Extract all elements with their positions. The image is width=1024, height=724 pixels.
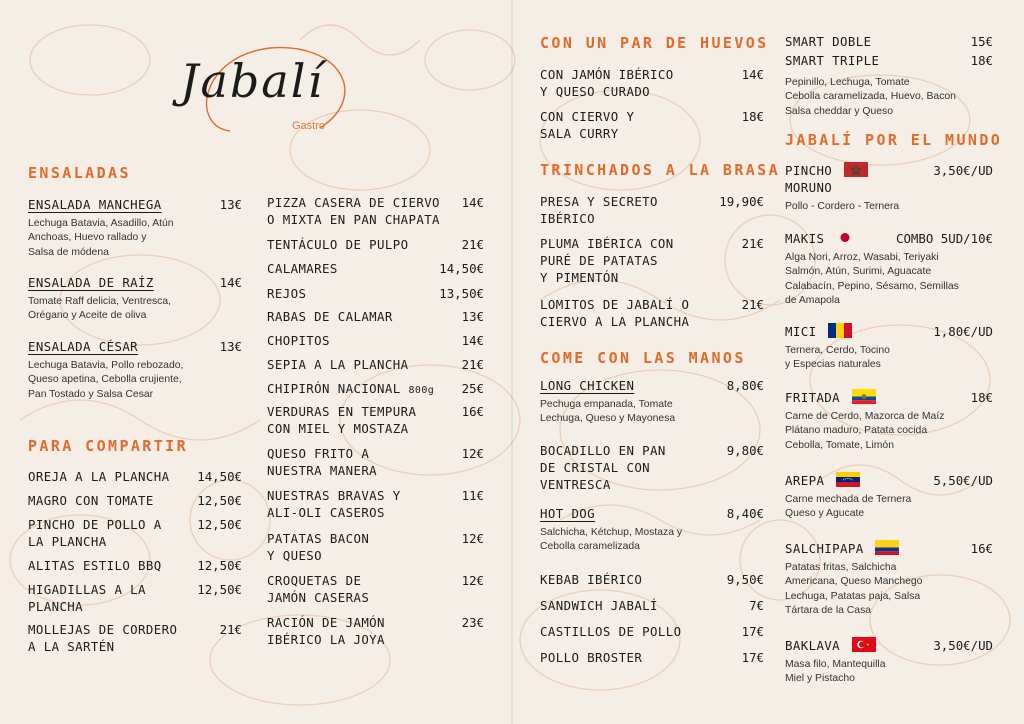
menu-item: BOCADILLO EN PAN DE CRISTAL CON VENTRESCA 9,80€ (540, 443, 764, 492)
item-description: Masa filo, Mantequilla Miel y Pistacho (785, 659, 886, 685)
menu-item: MAGRO CON TOMATE 12,50€ (28, 493, 242, 508)
section-title-ensaladas: ENSALADAS (28, 164, 131, 182)
menu-item: CON CIERVO Y SALA CURRY 18€ (540, 109, 764, 141)
menu-item: ENSALADA MANCHEGA 13€ Lechuga Batavia, Asadillo, Atún Anchoas, Huevo rallado y Salsa de módena (28, 196, 242, 260)
ecuador-flag-icon (852, 389, 876, 404)
item-description: Alga Nori, Arroz, Wasabi, Teriyaki Salmón, Atún, Surimi, Aguacate Calabacín, Pepino, Sésamo, Semillas de Amapola (785, 252, 959, 307)
item-description: Ternera, Cerdo, Tocino y Especias naturales (785, 345, 890, 371)
menu-item: CALAMARES 14,50€ (267, 261, 484, 276)
menu-item: PLUMA IBÉRICA CON PURÉ DE PATATAS Y PIMENTÓN 21€ (540, 236, 764, 285)
menu-item: ALITAS ESTILO BBQ 12,50€ (28, 558, 242, 573)
menu-item: CHOPITOS 14€ (267, 333, 484, 348)
menu-item: SANDWICH JABALÍ 7€ (540, 598, 764, 613)
menu-item: MAKIS COMBO 5UD/10€ Alga Nori, Arroz, Wasabi, Teriyaki Salmón, Atún, Surimi, Aguacate Calabacín, Pepino, Sésamo, Semillas de Amapola (785, 230, 993, 309)
menu-item: CROQUETAS DE JAMÓN CASERAS 12€ (267, 573, 484, 605)
menu-item: HOT DOG 8,40€ Salchicha, Kétchup, Mostaza y Cebolla caramelizada (540, 505, 764, 555)
menu-item: MICI 1,80€/UD Ternera, Cerdo, Tocino y Especias naturales (785, 323, 993, 373)
page-fold (511, 0, 513, 724)
item-description: Pepinillo, Lechuga, Tomate Cebolla caramelizada, Huevo, Bacon Salsa cheddar y Queso (785, 77, 956, 117)
section-title-compartir: PARA COMPARTIR (28, 437, 189, 455)
menu-item: ENSALADA CÉSAR 13€ Lechuga Batavia, Pollo rebozado, Queso apetina, Cebolla crujiente, Pan Tostado y Salsa Cesar (28, 338, 242, 402)
menu-item: BAKLAVA 3,50€/UD Masa filo, Mantequilla Miel y Pistacho (785, 637, 993, 687)
section-title-huevos: CON UN PAR DE HUEVOS (540, 34, 769, 52)
item-description: Patatas fritas, Salchicha Americana, Queso Manchego Lechuga, Patatas paja, Salsa Tártara de la Casa (785, 562, 923, 617)
japan-flag-icon (836, 230, 854, 245)
menu-item: OREJA A LA PLANCHA 14,50€ (28, 469, 242, 484)
item-description: Tomate Raff delicia, Ventresca, Orégano y Aceite de oliva (28, 296, 172, 322)
menu-item: HIGADILLAS A LA PLANCHA 12,50€ (28, 582, 242, 614)
menu-item: PINCHO MORUNO 3,50€/UD Pollo - Cordero - Ternera (785, 162, 993, 214)
romania-flag-icon (828, 323, 852, 338)
menu-item: SMART TRIPLE 18€ (785, 53, 993, 68)
item-description: Pechuga empanada, Tomate Lechuga, Queso y Mayonesa (540, 399, 676, 425)
colombia-flag-icon (875, 540, 899, 555)
item-description: Lechuga Batavia, Pollo rebozado, Queso apetina, Cebolla crujiente, Pan Tostado y Salsa Cesar (28, 360, 184, 400)
menu-item: PRESA Y SECRETO IBÉRICO 19,90€ (540, 194, 764, 226)
item-description: Pollo - Cordero - Ternera (785, 201, 900, 212)
menu-item: CON JAMÓN IBÉRICO Y QUESO CURADO 14€ (540, 67, 764, 99)
logo (170, 36, 370, 146)
menu-item: TENTÁCULO DE PULPO 21€ (267, 237, 484, 252)
menu-item: PATATAS BACON Y QUESO 12€ (267, 531, 484, 563)
logo-script: Jabalí (180, 54, 325, 108)
item-description: Carne de Cerdo, Mazorca de Maíz Plátano maduro, Patata cocida Cebolla, Tomate, Limón (785, 411, 945, 451)
menu-item: AREPA 5,50€/UD Carne mechada de Ternera Queso y Agucate (785, 472, 993, 522)
menu-item: VERDURAS EN TEMPURA CON MIEL Y MOSTAZA 16€ (267, 404, 484, 436)
section-title-mundo: JABALÍ POR EL MUNDO (785, 131, 1003, 149)
menu-item: QUESO FRITO A NUESTRA MANERA 12€ (267, 446, 484, 478)
morocco-flag-icon (844, 162, 868, 177)
menu-item: LONG CHICKEN 8,80€ Pechuga empanada, Tomate Lechuga, Queso y Mayonesa (540, 377, 764, 427)
venezuela-flag-icon (836, 472, 860, 487)
item-description: Carne mechada de Ternera Queso y Agucate (785, 494, 912, 520)
menu-item: FRITADA 18€ Carne de Cerdo, Mazorca de Maíz Plátano maduro, Patata cocida Cebolla, Tomate, Limón (785, 389, 993, 453)
menu-item: ENSALADA DE RAÍZ 14€ Tomate Raff delicia, Ventresca, Orégano y Aceite de oliva (28, 274, 242, 324)
menu-item: SMART DOBLE 15€ (785, 34, 993, 49)
menu-item: POLLO BROSTER 17€ (540, 650, 764, 665)
menu-item: PINCHO DE POLLO A LA PLANCHA 12,50€ (28, 517, 242, 549)
menu-item: CHIPIRÓN NACIONAL 800g 25€ (267, 381, 484, 396)
menu-item: REJOS 13,50€ (267, 286, 484, 301)
menu-item: NUESTRAS BRAVAS Y ALI-OLI CASEROS 11€ (267, 488, 484, 520)
item-description: Lechuga Batavia, Asadillo, Atún Anchoas, Huevo rallado y Salsa de módena (28, 218, 174, 258)
menu-item: LOMITOS DE JABALÍ O CIERVO A LA PLANCHA 21€ (540, 297, 764, 329)
turkey-flag-icon (852, 637, 876, 652)
menu-item: RACIÓN DE JAMÓN IBÉRICO LA JOYA 23€ (267, 615, 484, 647)
section-title-brasa: TRINCHADOS A LA BRASA (540, 161, 781, 179)
section-title-manos: COME CON LAS MANOS (540, 349, 746, 367)
menu-item: SEPIA A LA PLANCHA 21€ (267, 357, 484, 372)
logo-subtitle: Gastro (292, 120, 326, 132)
menu-item: KEBAB IBÉRICO 9,50€ (540, 572, 764, 587)
menu-item: CASTILLOS DE POLLO 17€ (540, 624, 764, 639)
menu-item: RABAS DE CALAMAR 13€ (267, 309, 484, 324)
menu-item: SALCHIPAPA 16€ Patatas fritas, Salchicha Americana, Queso Manchego Lechuga, Patatas paja, Salsa Tártara de la Casa (785, 540, 993, 619)
item-description: Salchicha, Kétchup, Mostaza y Cebolla caramelizada (540, 527, 683, 553)
menu-item: MOLLEJAS DE CORDERO A LA SARTÉN 21€ (28, 622, 242, 654)
menu-item: PIZZA CASERA DE CIERVO O MIXTA EN PAN CHAPATA 14€ (267, 195, 484, 227)
